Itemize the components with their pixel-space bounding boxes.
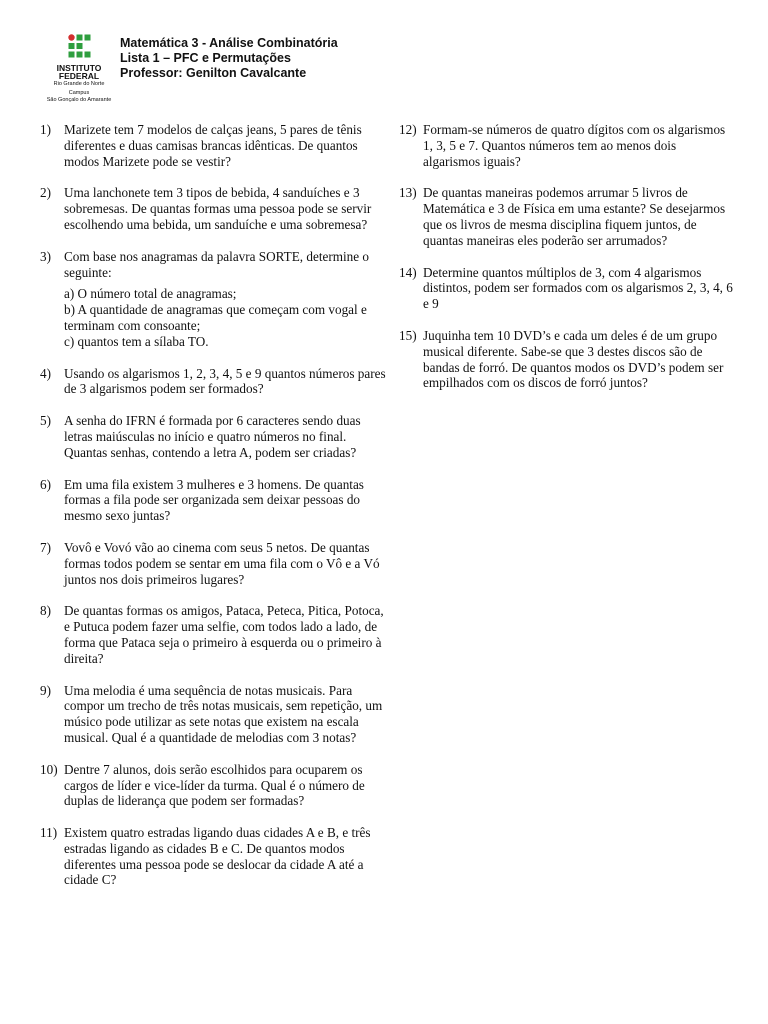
question-number: 5)	[40, 413, 51, 429]
question-number: 12)	[399, 122, 417, 137]
question-text: Existem quatro estradas ligando duas cidades A e B, e três estradas ligando as cidades B e C. De quantos modos diferentes uma pessoa pode se deslocar da cidade A até a cidade C?	[64, 825, 371, 888]
question-3-subitems	[64, 286, 392, 349]
question-9	[40, 683, 392, 746]
question-text: Vovô e Vovó vão ao cinema com seus 5 netos. De quantas formas todos podem se sentar em uma fila com o Vô e a Vó juntos nos dois primeiros lugares?	[64, 539, 380, 587]
right-column	[399, 122, 735, 407]
question-number: 2)	[40, 185, 51, 201]
logo-text-city: São Gonçalo do Amarante	[46, 97, 112, 103]
question-text: Juquinha tem 10 DVD’s e cada um deles é de um grupo musical diferente. Sabe-se que 3 destes discos são de bandas de forró. De quantos modos os DVD’s podem ser empilhados com os discos de forró juntos?	[423, 327, 724, 391]
question-text: Formam-se números de quatro dígitos com os algarismos 1, 3, 5 e 7. Quantos números tem ao menos dois algarismos iguais?	[423, 122, 726, 169]
logo-text-state: Rio Grande do Norte	[53, 81, 105, 87]
question-15	[399, 328, 735, 391]
question-number: 8)	[40, 603, 51, 619]
subitem-c: c) quantos tem a sílaba TO.	[64, 333, 209, 349]
question-6	[40, 477, 392, 524]
question-13	[399, 185, 735, 248]
question-number: 7)	[40, 539, 51, 555]
question-number: 11)	[40, 825, 58, 841]
question-number: 9)	[40, 682, 51, 698]
question-text: A senha do IFRN é formada por 6 caracteres sendo duas letras maiúsculas no início e quatro números no final. Quantas senhas, contendo a letra A, podem ser criadas?	[64, 413, 361, 460]
question-text: Determine quantos múltiplos de 3, com 4 algarismos distintos, podem ser formados com os algarismos 2, 3, 4, 6 e 9	[423, 264, 733, 312]
question-5	[40, 413, 392, 460]
question-11	[40, 825, 392, 888]
question-3	[40, 249, 392, 350]
question-8	[40, 603, 392, 666]
subitem-a: a) O número total de anagramas;	[64, 286, 237, 302]
question-text: Com base nos anagramas da palavra SORTE, determine o seguinte:	[64, 248, 369, 280]
subitem-b: b) A quantidade de anagramas que começam com vogal e terminam com consoante;	[64, 302, 367, 333]
question-text: Dentre 7 alunos, dois serão escolhidos para ocuparem os cargos de líder e vice-líder da turma. Qual é o número de duplas de liderança que podem ser formadas?	[64, 761, 365, 809]
logo-text-federal: FEDERAL	[58, 71, 100, 81]
question-2	[40, 185, 392, 232]
document-header	[120, 36, 338, 81]
question-14	[399, 265, 735, 312]
question-1	[40, 122, 392, 169]
ifrn-logo	[34, 34, 124, 106]
logo-text-campus: Campus	[68, 90, 90, 96]
question-number: 6)	[40, 476, 51, 492]
question-text: Usando os algarismos 1, 2, 3, 4, 5 e 9 quantos números pares de 3 algarismos podem ser formados?	[64, 365, 386, 397]
question-12	[399, 122, 735, 169]
logo-text-instituto: INSTITUTO	[56, 63, 102, 73]
question-text: De quantas maneiras podemos arrumar 5 livros de Matemática e 3 de Física em uma estante? Se desejarmos que os livros de mesma disciplina fiquem juntos, de quantas maneiras eles poderão ser arrumados?	[423, 185, 726, 248]
course-title: Matemática 3 - Análise Combinatória	[120, 36, 338, 50]
question-number: 10)	[40, 761, 58, 777]
professor-name: Professor: Genilton Cavalcante	[120, 66, 307, 80]
question-text: De quantas formas os amigos, Pataca, Peteca, Pitica, Potoca, e Putuca podem fazer uma selfie, com todos lado a lado, de forma que Pataca seja o primeiro à esquerda ou o primeiro à direita?	[64, 603, 384, 666]
question-number: 4)	[40, 365, 51, 381]
question-text: Marizete tem 7 modelos de calças jeans, 5 pares de tênis diferentes e duas camisas brancas idênticas. De quantos modos Marizete pode se vestir?	[64, 122, 362, 169]
question-text: Em uma fila existem 3 mulheres e 3 homens. De quantas formas a fila pode ser organizada sem deixar pessoas do mesmo sexo juntas?	[64, 476, 364, 524]
question-10	[40, 762, 392, 809]
question-text: Uma lanchonete tem 3 tipos de bebida, 4 sanduíches e 3 sobremesas. De quantas formas uma pessoa pode se servir escolhendo uma bebida, um sanduíche e uma sobremesa?	[64, 185, 372, 232]
question-4	[40, 366, 392, 398]
list-title: Lista 1 – PFC e Permutações	[120, 51, 291, 65]
question-number: 3)	[40, 248, 51, 264]
question-number: 14)	[399, 264, 417, 280]
question-7	[40, 540, 392, 587]
question-number: 13)	[399, 185, 417, 201]
left-column	[40, 122, 392, 904]
question-text: Uma melodia é uma sequência de notas musicais. Para compor um trecho de três notas musicais, sem repetição, um músico pode utilizar as sete notas que existem na escala musical. Qual é a quantidade de melodias com 3 notas?	[64, 682, 383, 745]
ifrn-logo-icon	[68, 34, 92, 61]
question-number: 15)	[399, 327, 417, 343]
question-number: 1)	[40, 122, 51, 137]
